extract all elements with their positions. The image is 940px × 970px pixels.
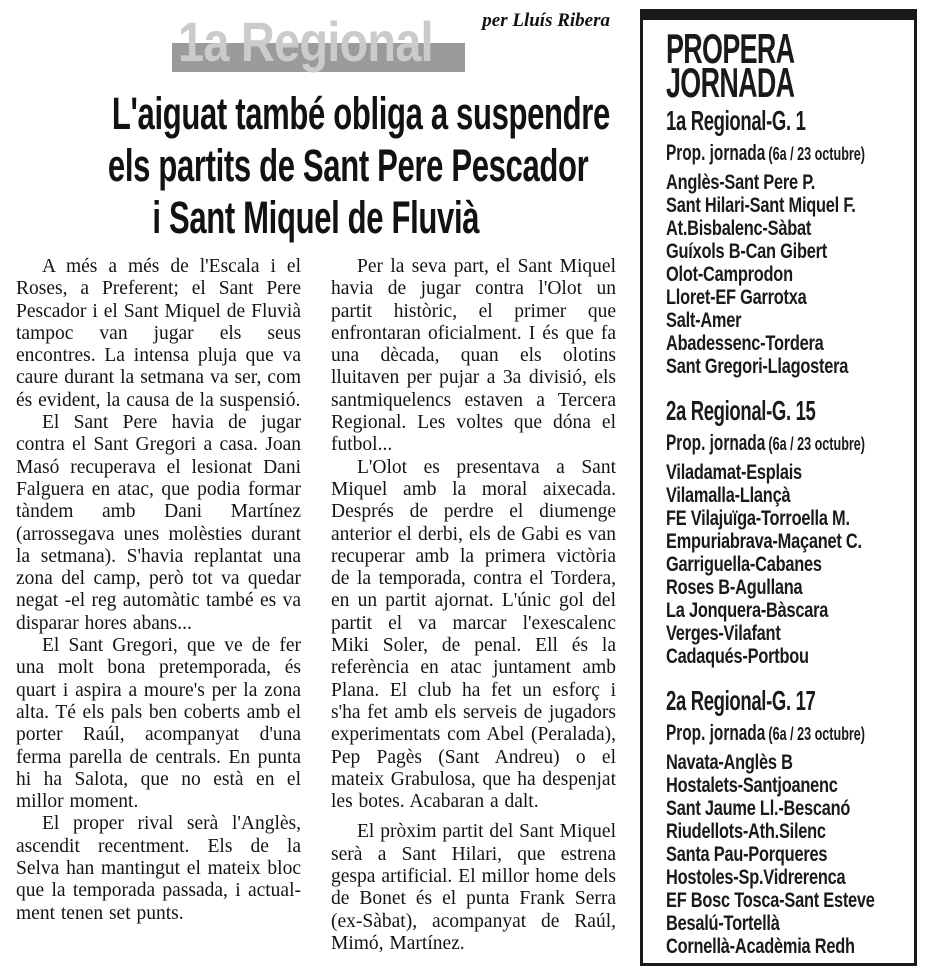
match-item (666, 820, 908, 843)
match-item (666, 240, 908, 263)
round-note: (6a / 23 octubre) (768, 724, 866, 744)
match-text: Guíxols B-Can Gibert (666, 240, 827, 263)
match-item (666, 461, 908, 484)
match-item (666, 774, 908, 797)
round-label-line (666, 721, 908, 745)
round-note: (6a / 23 octubre) (768, 434, 866, 454)
match-item (666, 484, 908, 507)
paragraph: El Sant Gregori, que ve de fer una molt bona pretemporada, és quart i aspira a moure's per la zona alta. Té els pals ben coberts amb el porter Raúl, acompanyat d'una ferma parella de centrals. En punta hi ha Salota, que no està en el millor moment. (16, 635, 301, 813)
paragraph: El proper rival serà l'Anglès, ascendit recentment. Els de la Selva han mantingut el mateix bloc que la temporada passada, i actual-ment tenen set punts. (16, 813, 301, 924)
paragraph: L'Olot es presentava a Sant Miquel amb la moral aixecada. Després de perdre el diumenge anterior el derbi, els de Gabi es van recuperar amb la primera victòria de la temporada, contra el Tordera, en un partit ajornat. L'únic gol del partit el va marcar l'exescalenc Miki Soler, de penal. Ell és la referència en atac juntament amb Plana. El club ha fet un esforç i s'ha fet amb els serveis de jugadors experimentats com Abel (Peralada), Pep Pagès (Sant Andreu) o el mateix Grabulosa, que ha despenjat les botes. Acabaran a dalt. (331, 456, 616, 813)
paragraph: El pròxim partit del Sant Miquel serà a Sant Hilari, que estrena gespa artificial. El millor home dels de Bonet és el punta Frank Serra (ex-Sàbat), acompanyat de Raúl, Mimó, Martínez. (331, 821, 617, 954)
sidebar-section-1a-regional-g1 (666, 107, 908, 378)
match-text: Garriguella-Cabanes (666, 553, 822, 576)
match-text: At.Bisbalenc-Sàbat (666, 217, 812, 240)
article-header (0, 0, 632, 80)
match-text: Cornellà-Acadèmia Redh (666, 935, 855, 958)
paragraph: El Sant Pere havia de jugar contra el Sant Gregori a casa. Joan Masó recuperava el lesionat Dani Falguera en atac, que podia formar tàndem amb Dani Martínez (arrossegava unes molèsties durant la setmana). S'havia replantat una zona del camp, però tot va quedar negat -el reg automàtic també es va disparar hores abans... (16, 412, 301, 634)
article-body (0, 244, 632, 955)
match-text: Abadessenc-Tordera (666, 332, 824, 355)
round-label: Prop. jornada (666, 720, 766, 745)
headline (0, 88, 632, 244)
paragraph: A més a més de l'Escala i el Roses, a Preferent; el Sant Pere Pescador i el Sant Miquel de Fluvià tampoc van jugar els seus encontres. La intensa pluja que va caure durant la setmana va ser, com és evident, la causa de la suspensió. (16, 256, 301, 411)
match-item (666, 194, 908, 217)
sidebar-section-2a-regional-g15 (666, 397, 908, 668)
match-item (666, 645, 908, 668)
paragraph: Per la seva part, el Sant Miquel havia de jugar contra l'Olot un partit històric, el primer que enfrontaran oficialment. I és que fa una dècada, quan els olotins lluitaven per pujar a 3a divisió, els santmiquelencs estaven a Tercera Regional. Les voltes que dóna el futbol... (331, 256, 616, 456)
match-list (666, 461, 908, 668)
sidebar-section-2a-regional-g17 (666, 687, 908, 958)
match-text: Roses B-Agullana (666, 576, 803, 599)
match-item (666, 355, 908, 378)
match-text: EF Bosc Tosca-Sant Esteve (666, 889, 875, 912)
match-item (666, 797, 908, 820)
match-text: Cadaqués-Portbou (666, 645, 809, 668)
match-text: Vilamalla-Llançà (666, 484, 791, 507)
match-item (666, 599, 908, 622)
section-heading (666, 107, 908, 135)
section-heading (666, 397, 908, 425)
headline-line (0, 192, 632, 244)
article-column-2 (331, 256, 616, 955)
sidebar-title (666, 25, 908, 106)
match-text: Anglès-Sant Pere P. (666, 171, 816, 194)
sidebar-title-text: JORNADA (666, 59, 795, 106)
match-list (666, 171, 908, 378)
match-text: Hostalets-Santjoanenc (666, 774, 838, 797)
match-text: Viladamat-Esplais (666, 461, 802, 484)
sidebar-title-line (666, 59, 908, 106)
match-text: Sant Gregori-Llagostera (666, 355, 849, 378)
sidebar-propera-jornada (640, 9, 917, 966)
kicker-label: 1a Regional (178, 10, 433, 73)
match-item (666, 217, 908, 240)
match-item (666, 843, 908, 866)
match-item (666, 286, 908, 309)
round-label: Prop. jornada (666, 430, 766, 455)
sidebar-title-text: PROPERA (666, 25, 795, 72)
match-text: Sant Hilari-Sant Miquel F. (666, 194, 856, 217)
section-heading-text: 2a Regional-G. 17 (666, 685, 816, 716)
headline-line (0, 140, 632, 192)
match-item (666, 332, 908, 355)
match-item (666, 622, 908, 645)
match-item (666, 309, 908, 332)
match-text: FE Vilajuïga-Torroella M. (666, 507, 850, 530)
match-item (666, 912, 908, 935)
match-text: Verges-Vilafant (666, 622, 781, 645)
match-item (666, 866, 908, 889)
article-column-1 (16, 256, 301, 955)
match-text: Salt-Amer (666, 309, 742, 332)
match-list (666, 751, 908, 958)
match-item (666, 530, 908, 553)
match-text: Santa Pau-Porqueres (666, 843, 828, 866)
match-text: Hostoles-Sp.Vidrerenca (666, 866, 846, 889)
match-item (666, 507, 908, 530)
byline: per Lluís Ribera (482, 10, 610, 31)
match-text: Olot-Camprodon (666, 263, 793, 286)
headline-line (0, 88, 632, 140)
round-note: (6a / 23 octubre) (768, 144, 866, 164)
headline-line-text: i Sant Miquel de Fluvià (152, 192, 480, 243)
match-item (666, 751, 908, 774)
section-heading-text: 2a Regional-G. 15 (666, 395, 816, 426)
headline-line-text: L'aiguat també obliga a suspendre (111, 88, 610, 139)
match-text: Sant Jaume Ll.-Bescanó (666, 797, 851, 820)
headline-line-text: els partits de Sant Pere Pescador (107, 140, 589, 191)
round-label-line (666, 141, 908, 165)
match-text: Besalú-Tortellà (666, 912, 780, 935)
match-item (666, 935, 908, 958)
match-item (666, 263, 908, 286)
match-item (666, 553, 908, 576)
round-label-line (666, 431, 908, 455)
section-heading (666, 687, 908, 715)
round-label: Prop. jornada (666, 140, 766, 165)
match-text: La Jonquera-Bàscara (666, 599, 829, 622)
match-text: Lloret-EF Garrotxa (666, 286, 807, 309)
match-item (666, 576, 908, 599)
match-item (666, 889, 908, 912)
match-text: Navata-Anglès B (666, 751, 793, 774)
match-text: Empuriabrava-Maçanet C. (666, 530, 862, 553)
match-text: Riudellots-Ath.Silenc (666, 820, 826, 843)
match-item (666, 171, 908, 194)
section-heading-text: 1a Regional-G. 1 (666, 105, 806, 136)
